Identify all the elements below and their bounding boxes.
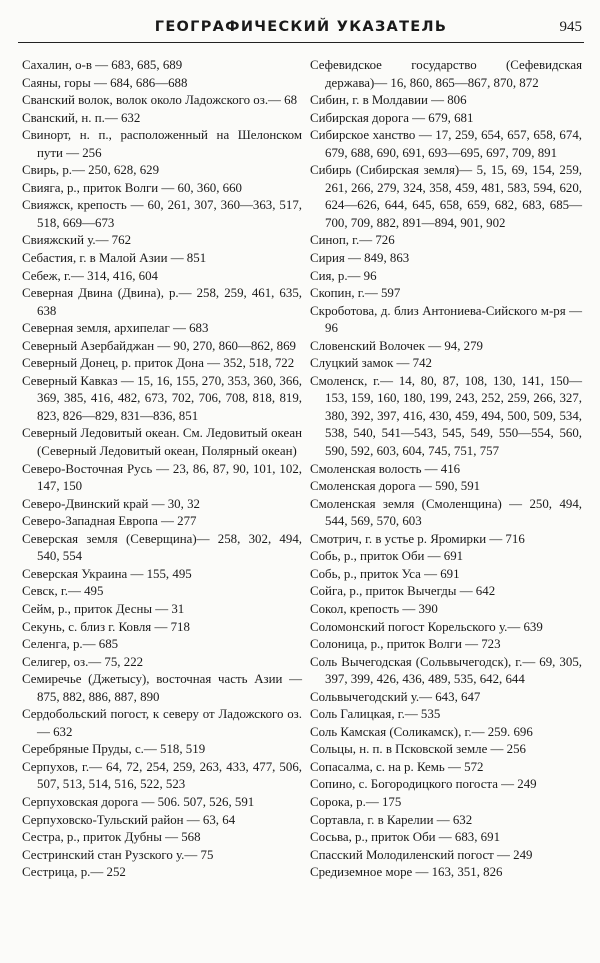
index-entry: Северная Двина (Двина), р.— 258, 259, 461, 635, 638 [22, 286, 302, 318]
index-entry: Серебряные Пруды, с.— 518, 519 [22, 742, 206, 757]
index-entry: Свияжский у.— 762 [22, 233, 132, 248]
index-entry: Сибирская дорога — 679, 681 [310, 110, 474, 125]
index-entry: Сопасалма, с. на р. Кемь — 572 [310, 759, 484, 774]
index-entry: Свинорт, н. п., расположенный на Шелонском пути — 256 [22, 128, 302, 160]
index-entry: Сия, р.— 96 [310, 268, 377, 283]
index-entry: Скроботова, д. близ Антониева-Сийского м-ря — 96 [310, 303, 582, 336]
index-entry: Селигер, оз.— 75, 222 [22, 654, 144, 669]
index-entry: Себеж, г.— 314, 416, 604 [22, 268, 159, 283]
index-entry: Сердобольский погост, к северу от Ладожского оз.— 632 [22, 707, 302, 739]
index-entry: Сокол, крепость — 390 [310, 601, 438, 616]
index-entry: Серпуховская дорога — 506. 507, 526, 591 [22, 794, 255, 809]
index-entry: Сибирское ханство — 17, 259, 654, 657, 658, 674, 679, 688, 690, 691, 693—695, 697, 709, 891 [310, 128, 582, 160]
index-entry: Северо-Восточная Русь — 23, 86, 87, 90, 101, 102, 147, 150 [22, 461, 302, 494]
index-entry: Сортавла, г. в Карелии — 632 [310, 812, 473, 827]
index-entry: Северный Азербайджан — 90, 270, 860—862, 869 [22, 338, 296, 353]
index-entry: Сестрица, р.— 252 [22, 865, 126, 880]
index-entry: Северская Украина — 155, 495 [22, 566, 192, 581]
index-entry: Свияга, р., приток Волги — 60, 360, 660 [22, 180, 242, 195]
index-entry: Секунь, с. близ г. Ковля — 718 [22, 619, 190, 634]
index-entry: Северный Кавказ — 15, 16, 155, 270, 353, 360, 366, 369, 385, 416, 482, 673, 702, 706, 708, 818, 819, 823, 826—829, 831—836, 851 [22, 373, 302, 423]
header-title: ГЕОГРАФИЧЕСКИЙ УКАЗАТЕЛЬ [154, 19, 448, 35]
index-entry: Свияжск, крепость — 60, 261, 307, 360—363, 517, 518, 669—673 [22, 198, 302, 230]
index-entry: Сванский волок, волок около Ладожского оз.— 68 [22, 93, 298, 108]
index-entry: Северный Ледовитый океан. См. Ледовитый океан (Северный Ледовитый океан, Полярный океан) [22, 426, 302, 459]
index-entry: Северская земля (Северщина)— 258, 302, 494, 540, 554 [22, 531, 302, 564]
index-entry: Свирь, р.— 250, 628, 629 [22, 163, 160, 178]
index-entry: Саяны, горы — 684, 686—688 [22, 75, 188, 90]
index-entry: Серпухов, г.— 64, 72, 254, 259, 263, 433, 477, 506, 507, 513, 514, 516, 522, 523 [22, 759, 302, 792]
index-entry: Солоница, р., приток Волги — 723 [310, 637, 501, 652]
index-entry: Сванский, н. п.— 632 [22, 110, 141, 125]
index-entry: Словенский Волочек — 94, 279 [310, 338, 484, 353]
index-entry: Сестра, р., приток Дубны — 568 [22, 830, 201, 845]
index-entry: Севск, г.— 495 [22, 584, 104, 599]
index-entry: Сефевидское государство (Сефевидская держава)— 16, 860, 865—867, 870, 872 [310, 58, 582, 90]
index-entry: Слуцкий замок — 742 [310, 356, 433, 371]
index-entry: Сейм, р., приток Десны — 31 [22, 601, 185, 616]
index-entry: Спасский Молодиленский погост — 249 [310, 847, 533, 862]
index-entry: Смоленская волость — 416 [310, 461, 461, 476]
index-entry: Себастия, г. в Малой Азии — 851 [22, 251, 207, 266]
index-entry: Синоп, г.— 726 [310, 233, 395, 248]
index-column-right [310, 57, 582, 882]
index-entry: Средиземное море — 163, 351, 826 [310, 865, 503, 880]
index-entry: Смоленская дорога — 590, 591 [310, 479, 481, 494]
index-entry: Северная земля, архипелаг — 683 [22, 321, 209, 336]
index-entry: Северо-Западная Европа — 277 [22, 514, 197, 529]
index-entry: Сорока, р.— 175 [310, 794, 402, 809]
index-entry: Сольцы, н. п. в Псковской земле — 256 [310, 742, 526, 757]
index-entry: Северо-Двинский край — 30, 32 [22, 496, 200, 511]
index-entry: Сирия — 849, 863 [310, 251, 410, 266]
index-entry: Собь, р., приток Оби — 691 [310, 549, 464, 564]
index-entry: Сестринский стан Рузского у.— 75 [22, 847, 214, 862]
running-header [18, 10, 584, 43]
index-entry: Сосьва, р., приток Оби — 683, 691 [310, 830, 501, 845]
index-entry: Сойга, р., приток Вычегды — 642 [310, 584, 496, 599]
index-entry: Смоленск, г.— 14, 80, 87, 108, 130, 141, 150—153, 159, 160, 180, 199, 243, 252, 259, 266, 327, 380, 392, 397, 416, 430, 459, 494, 500, 509, 534, 538, 540, 541—543, 545, 549, 550—554, 560, 590, 592, 603, 604, 745, 751, 757 [310, 373, 582, 459]
index-entry: Сибин, г. в Молдавии — 806 [310, 93, 467, 108]
index-entry: Соль Вычегодская (Сольвычегодск), г.— 69, 305, 397, 399, 426, 436, 489, 535, 642, 644 [310, 654, 582, 687]
index-entry: Сибирь (Сибирская земля)— 5, 15, 69, 154, 259, 261, 266, 279, 324, 358, 459, 481, 583, 594, 620, 624—626, 644, 645, 658, 659, 682, 683, 685—700, 709, 882, 891—894, 901, 902 [310, 163, 582, 230]
index-entry: Семиречье (Джетысу), восточная часть Азии — 875, 882, 886, 887, 890 [22, 672, 302, 704]
index-entry: Собь, р., приток Уса — 691 [310, 566, 460, 581]
index-entry: Сопино, с. Богородицкого погоста — 249 [310, 777, 537, 792]
index-entry: Северный Донец, р. приток Дона — 352, 518, 722 [22, 356, 295, 371]
index-entry: Соль Галицкая, г.— 535 [310, 707, 441, 722]
index-entry: Смоленская земля (Смоленщина) — 250, 494, 544, 569, 570, 603 [310, 496, 582, 529]
index-entry: Смотрич, г. в устье р. Яромирки — 716 [310, 531, 525, 546]
index-entry: Серпуховско-Тульский район — 63, 64 [22, 812, 236, 827]
index-entry: Селенга, р.— 685 [22, 637, 119, 652]
index-entry: Соль Камская (Соликамск), г.— 259. 696 [310, 724, 533, 739]
index-entry: Сольвычегодский у.— 643, 647 [310, 689, 481, 704]
index-entry: Сахалин, о-в — 683, 685, 689 [22, 58, 183, 72]
index-entry: Скопин, г.— 597 [310, 286, 401, 301]
index-column-left [22, 57, 302, 882]
page-number: 945 [559, 19, 582, 35]
index-entry: Соломонский погост Корельского у.— 639 [310, 619, 543, 634]
